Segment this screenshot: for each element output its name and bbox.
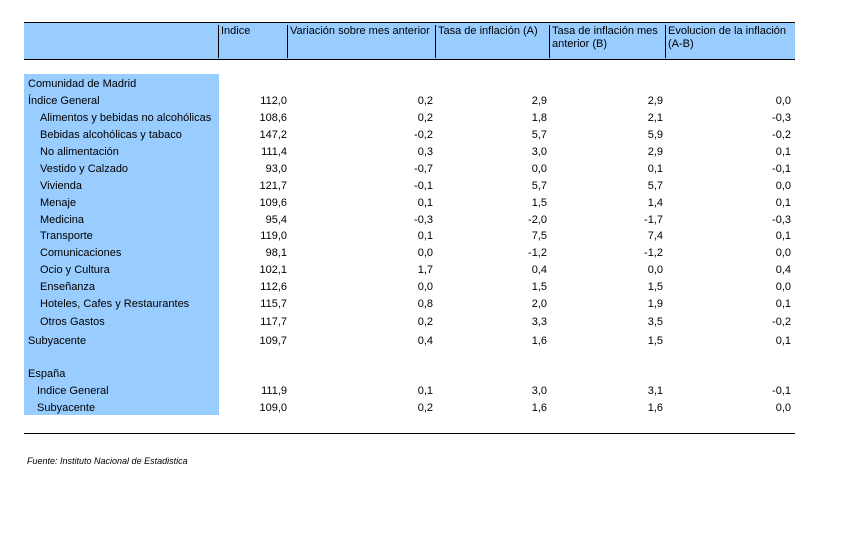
cell-tasa_b: 2,1	[647, 112, 663, 124]
cell-tasa_a: 3,0	[531, 385, 547, 397]
cell-tasa_b: 3,1	[647, 385, 663, 397]
cell-evol: -0,1	[772, 385, 791, 397]
cell-tasa_b: 1,6	[647, 402, 663, 414]
cell-evol: 0,0	[775, 180, 791, 192]
cell-tasa_a: 0,0	[531, 163, 547, 175]
cell-tasa_b: 1,5	[647, 335, 663, 347]
cell-indice: 121,7	[259, 180, 287, 192]
row-label: Transporte	[40, 230, 93, 242]
cell-tasa_a: -1,2	[528, 247, 547, 259]
cell-tasa_b: 1,5	[647, 281, 663, 293]
cell-variacion: 0,8	[417, 298, 433, 310]
table-row	[0, 129, 848, 146]
row-label: Subyacente	[28, 335, 87, 347]
cell-tasa_b: 1,9	[647, 298, 663, 310]
cell-evol: 0,1	[775, 146, 791, 158]
cell-tasa_a: 0,4	[531, 264, 547, 276]
row-label: Hoteles, Cafes y Restaurantes	[40, 298, 190, 310]
cell-indice: 117,7	[260, 316, 287, 328]
cell-evol: 0,1	[775, 335, 791, 347]
row-label: Ocio y Cultura	[40, 264, 110, 276]
cell-variacion: 0,2	[417, 95, 433, 107]
cell-indice: 111,4	[261, 146, 287, 158]
table-row	[0, 180, 848, 197]
header-variacion-label: Variación sobre mes anterior	[290, 25, 430, 37]
cell-evol: -0,2	[772, 129, 791, 141]
table-bottom-rule	[24, 433, 795, 434]
cell-variacion: 0,0	[417, 281, 433, 293]
table-row	[0, 385, 848, 402]
row-label: Enseñanza	[40, 281, 96, 293]
row-label: Índice General	[28, 95, 100, 107]
table-row	[0, 163, 848, 180]
row-label: Comunicaciones	[40, 247, 122, 259]
header-tasa-a	[435, 25, 551, 58]
cell-tasa_a: 5,7	[531, 180, 547, 192]
table-row	[0, 335, 848, 352]
cell-variacion: 0,3	[417, 146, 433, 158]
cell-tasa_b: 2,9	[647, 146, 663, 158]
row-label: Bebidas alcohólicas y tabaco	[40, 129, 182, 141]
row-label: Indice General	[37, 385, 109, 397]
cell-tasa_b: -1,7	[644, 214, 663, 226]
cell-indice: 98,1	[265, 247, 287, 259]
section-title-madrid: Comunidad de Madrid	[28, 78, 137, 90]
section-title-espana: España	[28, 368, 66, 380]
cell-variacion: 0,1	[417, 197, 433, 209]
cell-tasa_b: 5,9	[647, 129, 663, 141]
table-row	[0, 402, 848, 419]
cell-indice: 111,9	[261, 385, 287, 397]
cell-evol: -0,3	[772, 112, 791, 124]
cell-indice: 147,2	[259, 129, 287, 141]
table-row	[0, 298, 848, 315]
cell-tasa_b: 2,9	[647, 95, 663, 107]
cell-tasa_a: 1,5	[531, 281, 547, 293]
cell-variacion: 0,2	[417, 402, 433, 414]
cell-variacion: -0,2	[414, 129, 433, 141]
cell-variacion: 0,2	[417, 112, 433, 124]
cell-variacion: 1,7	[417, 264, 433, 276]
table-row	[0, 146, 848, 163]
cell-tasa_a: 2,9	[531, 95, 547, 107]
cell-tasa_a: -2,0	[528, 214, 547, 226]
cell-tasa_b: 0,0	[647, 264, 663, 276]
header-tasa-a-label: Tasa de inflación (A)	[438, 25, 538, 37]
table-row	[0, 214, 848, 231]
cell-evol: 0,1	[775, 197, 791, 209]
cell-indice: 93,0	[265, 163, 287, 175]
row-label: No alimentación	[40, 146, 119, 158]
header-evolucion	[665, 25, 795, 58]
cell-evol: -0,3	[772, 214, 791, 226]
header-tasa-b-line1: Tasa de inflación mes	[552, 25, 658, 37]
source-note: Fuente: Instituto Nacional de Estadistica	[27, 456, 188, 466]
row-label: Alimentos y bebidas no alcohólicas	[40, 112, 212, 124]
cell-tasa_a: 7,5	[531, 230, 547, 242]
header-indice	[218, 25, 287, 58]
table-row	[0, 247, 848, 264]
cell-evol: 0,1	[775, 298, 791, 310]
row-label: Vestido y Calzado	[40, 163, 129, 175]
row-label: Medicina	[40, 214, 85, 226]
cell-variacion: -0,3	[414, 214, 433, 226]
header-evolucion-line1: Evolucion de la inflación	[668, 25, 787, 37]
cell-indice: 112,6	[260, 281, 287, 293]
cell-evol: 0,0	[775, 402, 791, 414]
cell-indice: 95,4	[265, 214, 287, 226]
cell-tasa_a: 2,0	[531, 298, 547, 310]
row-label: Otros Gastos	[40, 316, 105, 328]
cell-tasa_a: 3,3	[531, 316, 547, 328]
cell-tasa_b: 0,1	[647, 163, 663, 175]
row-label: Vivienda	[40, 180, 82, 192]
row-label: Subyacente	[37, 402, 96, 414]
cell-evol: 0,0	[775, 247, 791, 259]
cell-evol: 0,0	[775, 281, 791, 293]
header-tasa-b	[549, 25, 665, 58]
header-indice-label: Indice	[221, 25, 251, 37]
cell-evol: -0,2	[772, 316, 791, 328]
cell-variacion: 0,1	[417, 230, 433, 242]
cell-evol: -0,1	[772, 163, 791, 175]
cell-variacion: 0,0	[417, 247, 433, 259]
table-row	[0, 281, 848, 298]
cell-indice: 109,0	[259, 402, 287, 414]
table-row	[0, 112, 848, 129]
cell-tasa_a: 1,6	[531, 402, 547, 414]
cell-tasa_a: 1,5	[531, 197, 547, 209]
header-evolucion-line2: (A-B)	[668, 38, 694, 50]
header-tasa-b-line2: anterior (B)	[552, 38, 608, 50]
cell-indice: 102,1	[259, 264, 287, 276]
table-header	[24, 22, 795, 60]
cell-tasa_b: 5,7	[647, 180, 663, 192]
table-row	[0, 316, 848, 333]
cell-evol: 0,0	[775, 95, 791, 107]
cell-indice: 109,6	[259, 197, 287, 209]
cell-tasa_a: 1,8	[531, 112, 547, 124]
cell-indice: 119,0	[260, 230, 287, 242]
cell-indice: 115,7	[260, 298, 287, 310]
cell-tasa_b: 1,4	[647, 197, 663, 209]
table-row	[0, 230, 848, 247]
cell-variacion: 0,4	[417, 335, 433, 347]
cell-variacion: 0,2	[417, 316, 433, 328]
header-variacion	[287, 25, 435, 58]
row-label: Menaje	[40, 197, 77, 209]
cell-indice: 112,0	[260, 95, 287, 107]
cell-tasa_a: 5,7	[531, 129, 547, 141]
cell-tasa_a: 1,6	[531, 335, 547, 347]
cell-variacion: 0,1	[417, 385, 433, 397]
cell-tasa_a: 3,0	[531, 146, 547, 158]
cell-evol: 0,1	[775, 230, 791, 242]
cell-variacion: -0,1	[414, 180, 433, 192]
cell-tasa_b: 3,5	[647, 316, 663, 328]
cell-tasa_b: -1,2	[644, 247, 663, 259]
cell-tasa_b: 7,4	[647, 230, 663, 242]
table-row	[0, 264, 848, 281]
table-row	[0, 197, 848, 214]
cell-variacion: -0,7	[414, 163, 433, 175]
cell-evol: 0,4	[775, 264, 791, 276]
table-row	[0, 95, 848, 112]
cell-indice: 108,6	[259, 112, 287, 124]
cell-indice: 109,7	[259, 335, 287, 347]
